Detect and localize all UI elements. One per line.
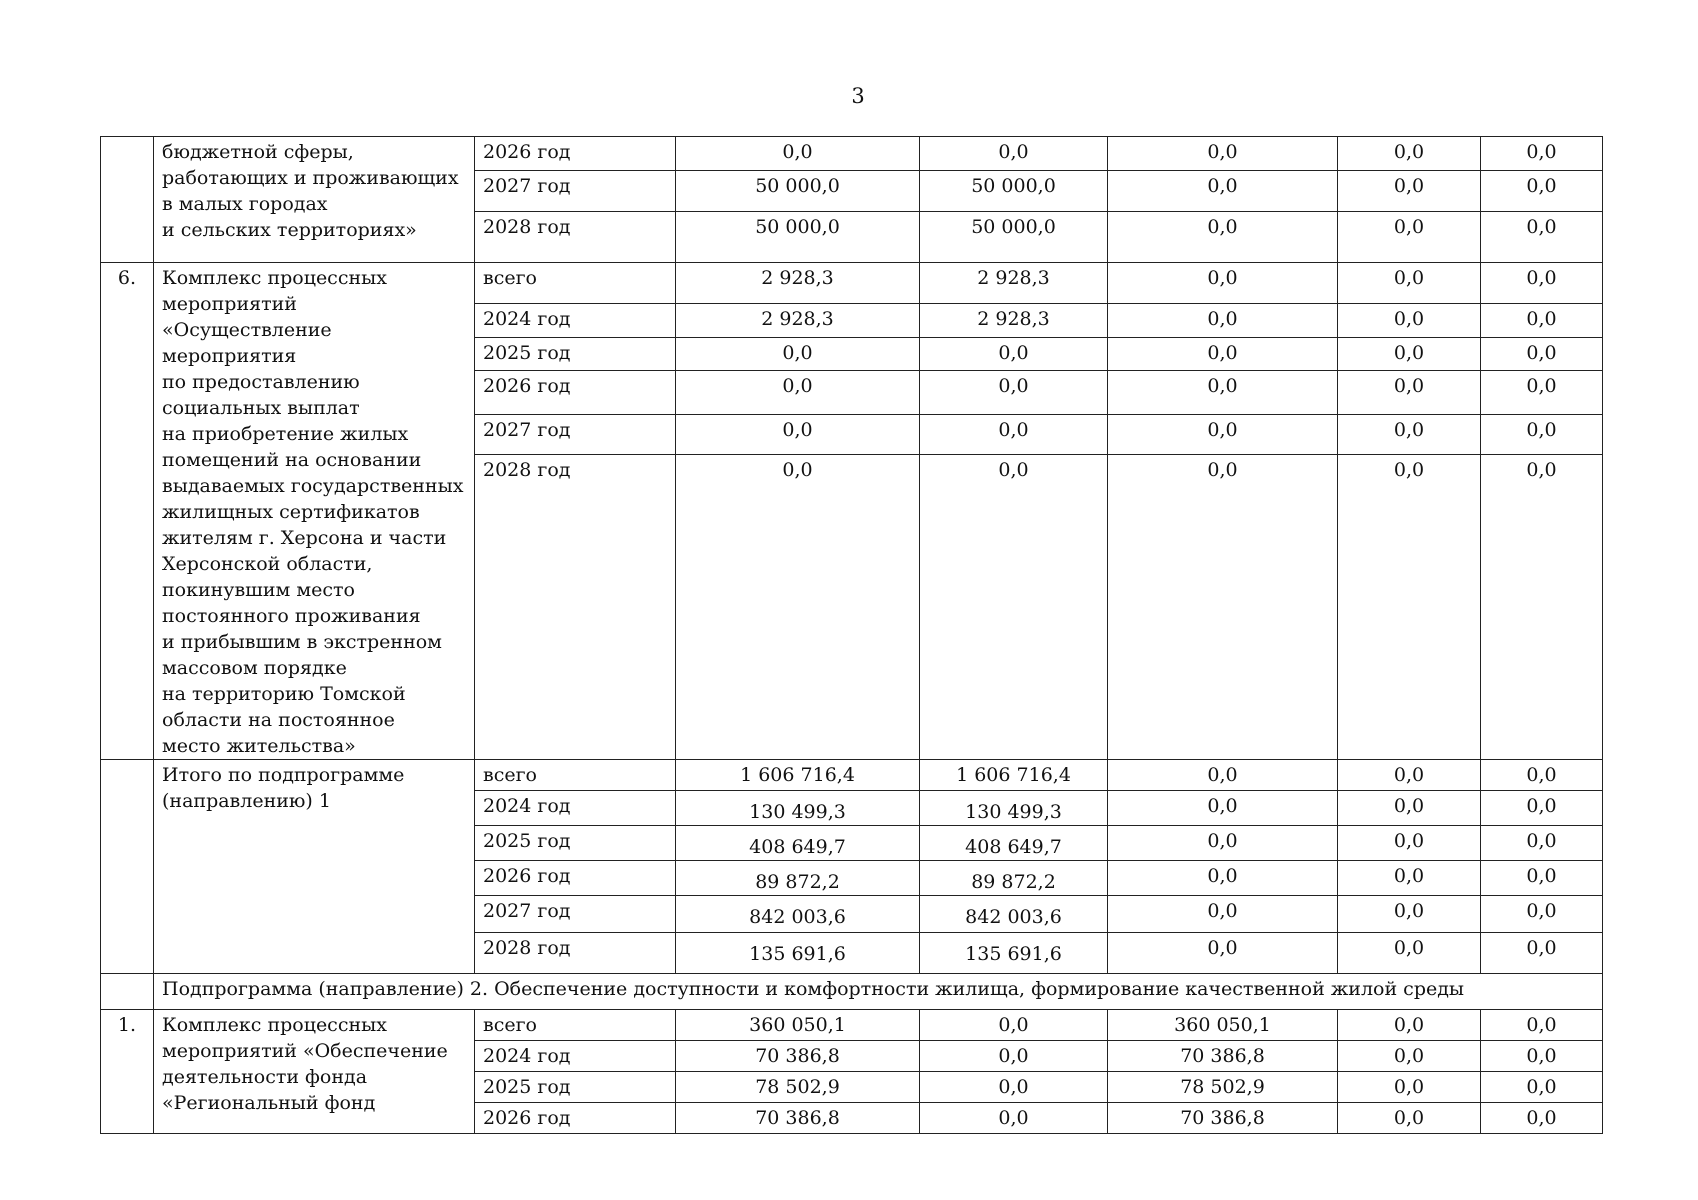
- value-cell-col1: 70 386,8: [676, 1103, 920, 1134]
- value-cell-col5: 0,0: [1481, 1041, 1603, 1072]
- value-cell-col1: 0,0: [676, 337, 920, 371]
- value-cell-col2: 50 000,0: [920, 171, 1108, 212]
- value-cell-col3: 78 502,9: [1108, 1072, 1338, 1103]
- value-cell-col1: 2 928,3: [676, 263, 920, 304]
- value-cell-col4: 0,0: [1338, 414, 1481, 454]
- value-cell-col2: 135 691,6: [920, 933, 1108, 974]
- item-name-text: Комплекс процессных мероприятий «Осуществление мероприятия по предоставлению социальных выплат на приобретение жилых помещений на основании выдаваемых государственных жилищных сертификатов жителям г. Херсона и части Херсонской области, покинувшим место постоянного проживания и прибывшим в экстренном массовом порядке на территорию Томской области на постоянное место жительства»: [162, 267, 464, 757]
- period-cell: всего: [475, 263, 676, 304]
- value-cell-col3: 70 386,8: [1108, 1041, 1338, 1072]
- value-cell-col2: 0,0: [920, 454, 1108, 759]
- value-cell-col2: 0,0: [920, 1103, 1108, 1134]
- value-cell-col3: 0,0: [1108, 304, 1338, 338]
- value-cell-col2: 50 000,0: [920, 212, 1108, 263]
- item-name-text: бюджетной сферы, работающих и проживающих в малых городах и сельских территориях»: [162, 141, 459, 241]
- period-cell: 2026 год: [475, 861, 676, 896]
- value-cell-col2: 0,0: [920, 1010, 1108, 1041]
- table-body: [101, 137, 1603, 1134]
- value-cell-col1: 50 000,0: [676, 212, 920, 263]
- period-cell: 2025 год: [475, 826, 676, 861]
- value-cell-col4: 0,0: [1338, 826, 1481, 861]
- value-cell-col4: 0,0: [1338, 371, 1481, 414]
- period-cell: 2028 год: [475, 454, 676, 759]
- item-number: [101, 137, 154, 263]
- value-cell-col3: 0,0: [1108, 212, 1338, 263]
- item-name: [154, 263, 475, 760]
- value-cell-col1: 70 386,8: [676, 1041, 920, 1072]
- value-cell-col4: 0,0: [1338, 171, 1481, 212]
- value-cell-col4: 0,0: [1338, 304, 1481, 338]
- value-cell-col1: 0,0: [676, 137, 920, 171]
- value-cell-col5: 0,0: [1481, 371, 1603, 414]
- table-row: [101, 1010, 1603, 1041]
- value-cell-col5: 0,0: [1481, 933, 1603, 974]
- item-name: [154, 760, 475, 974]
- value-cell-col1: 130 499,3: [676, 791, 920, 826]
- period-cell: 2026 год: [475, 1103, 676, 1134]
- value-cell-col4: 0,0: [1338, 137, 1481, 171]
- value-cell-col2: 130 499,3: [920, 791, 1108, 826]
- value-cell-col3: 0,0: [1108, 933, 1338, 974]
- value-cell-col2: 0,0: [920, 1072, 1108, 1103]
- value-cell-col2: 842 003,6: [920, 896, 1108, 933]
- value-cell-col5: 0,0: [1481, 454, 1603, 759]
- value-cell-col5: 0,0: [1481, 337, 1603, 371]
- value-cell-col1: 0,0: [676, 414, 920, 454]
- period-cell: 2024 год: [475, 304, 676, 338]
- period-cell: 2027 год: [475, 896, 676, 933]
- section-row: [101, 974, 1603, 1010]
- value-cell-col5: 0,0: [1481, 826, 1603, 861]
- value-cell-col1: 135 691,6: [676, 933, 920, 974]
- value-cell-col3: 0,0: [1108, 337, 1338, 371]
- value-cell-col1: 408 649,7: [676, 826, 920, 861]
- value-cell-col4: 0,0: [1338, 1010, 1481, 1041]
- value-cell-col5: 0,0: [1481, 1072, 1603, 1103]
- period-cell: 2028 год: [475, 212, 676, 263]
- value-cell-col2: 2 928,3: [920, 263, 1108, 304]
- value-cell-col5: 0,0: [1481, 1010, 1603, 1041]
- value-cell-col1: 50 000,0: [676, 171, 920, 212]
- value-cell-col4: 0,0: [1338, 454, 1481, 759]
- value-cell-col2: 1 606 716,4: [920, 760, 1108, 791]
- period-cell: 2026 год: [475, 137, 676, 171]
- table-row: [101, 137, 1603, 171]
- value-cell-col3: 0,0: [1108, 760, 1338, 791]
- value-cell-col1: 360 050,1: [676, 1010, 920, 1041]
- financing-table: [100, 136, 1603, 1134]
- period-cell: 2024 год: [475, 791, 676, 826]
- value-cell-col1: 1 606 716,4: [676, 760, 920, 791]
- value-cell-col4: 0,0: [1338, 861, 1481, 896]
- value-cell-col5: 0,0: [1481, 171, 1603, 212]
- value-cell-col4: 0,0: [1338, 760, 1481, 791]
- value-cell-col2: 2 928,3: [920, 304, 1108, 338]
- value-cell-col4: 0,0: [1338, 933, 1481, 974]
- value-cell-col2: 0,0: [920, 371, 1108, 414]
- value-cell-col3: 0,0: [1108, 791, 1338, 826]
- value-cell-col3: 0,0: [1108, 454, 1338, 759]
- item-name-text: Итого по подпрограмме (направлению) 1: [162, 764, 405, 812]
- value-cell-col2: 0,0: [920, 337, 1108, 371]
- value-cell-col5: 0,0: [1481, 414, 1603, 454]
- value-cell-col3: 0,0: [1108, 896, 1338, 933]
- value-cell-col3: 0,0: [1108, 371, 1338, 414]
- item-name-text: Комплекс процессных мероприятий «Обеспечение деятельности фонда «Региональный фонд: [162, 1014, 448, 1114]
- section-num-cell: [101, 974, 154, 1010]
- value-cell-col5: 0,0: [1481, 861, 1603, 896]
- period-cell: всего: [475, 1010, 676, 1041]
- value-cell-col4: 0,0: [1338, 791, 1481, 826]
- value-cell-col4: 0,0: [1338, 1103, 1481, 1134]
- value-cell-col2: 0,0: [920, 137, 1108, 171]
- value-cell-col1: 842 003,6: [676, 896, 920, 933]
- value-cell-col3: 0,0: [1108, 137, 1338, 171]
- value-cell-col2: 408 649,7: [920, 826, 1108, 861]
- value-cell-col1: 78 502,9: [676, 1072, 920, 1103]
- page-number: 3: [851, 84, 865, 108]
- value-cell-col1: 0,0: [676, 454, 920, 759]
- value-cell-col5: 0,0: [1481, 1103, 1603, 1134]
- value-cell-col3: 0,0: [1108, 171, 1338, 212]
- value-cell-col5: 0,0: [1481, 304, 1603, 338]
- period-cell: всего: [475, 760, 676, 791]
- period-cell: 2025 год: [475, 1072, 676, 1103]
- value-cell-col3: 0,0: [1108, 861, 1338, 896]
- section-title: Подпрограмма (направление) 2. Обеспечение доступности и комфортности жилища, формирование качественной жилой среды: [154, 974, 1603, 1010]
- value-cell-col3: 0,0: [1108, 826, 1338, 861]
- value-cell-col2: 0,0: [920, 1041, 1108, 1072]
- value-cell-col1: 2 928,3: [676, 304, 920, 338]
- item-number: 1.: [101, 1010, 154, 1134]
- value-cell-col4: 0,0: [1338, 896, 1481, 933]
- value-cell-col5: 0,0: [1481, 212, 1603, 263]
- value-cell-col4: 0,0: [1338, 263, 1481, 304]
- value-cell-col1: 89 872,2: [676, 861, 920, 896]
- value-cell-col4: 0,0: [1338, 337, 1481, 371]
- item-number: [101, 760, 154, 974]
- value-cell-col5: 0,0: [1481, 791, 1603, 826]
- period-cell: 2024 год: [475, 1041, 676, 1072]
- period-cell: 2028 год: [475, 933, 676, 974]
- value-cell-col2: 0,0: [920, 414, 1108, 454]
- item-name: [154, 137, 475, 263]
- value-cell-col3: 360 050,1: [1108, 1010, 1338, 1041]
- table-row: [101, 760, 1603, 791]
- value-cell-col5: 0,0: [1481, 896, 1603, 933]
- item-number: 6.: [101, 263, 154, 760]
- item-name: [154, 1010, 475, 1134]
- table-row: [101, 263, 1603, 304]
- value-cell-col4: 0,0: [1338, 1072, 1481, 1103]
- period-cell: 2027 год: [475, 414, 676, 454]
- value-cell-col5: 0,0: [1481, 760, 1603, 791]
- value-cell-col2: 89 872,2: [920, 861, 1108, 896]
- period-cell: 2026 год: [475, 371, 676, 414]
- value-cell-col4: 0,0: [1338, 1041, 1481, 1072]
- value-cell-col4: 0,0: [1338, 212, 1481, 263]
- value-cell-col5: 0,0: [1481, 137, 1603, 171]
- value-cell-col3: 70 386,8: [1108, 1103, 1338, 1134]
- value-cell-col5: 0,0: [1481, 263, 1603, 304]
- value-cell-col3: 0,0: [1108, 263, 1338, 304]
- period-cell: 2027 год: [475, 171, 676, 212]
- value-cell-col3: 0,0: [1108, 414, 1338, 454]
- period-cell: 2025 год: [475, 337, 676, 371]
- value-cell-col1: 0,0: [676, 371, 920, 414]
